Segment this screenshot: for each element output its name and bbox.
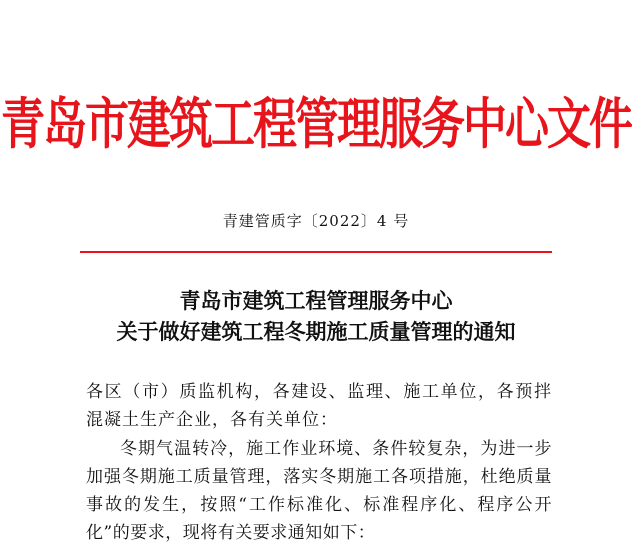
document-header-title: 青岛市建筑工程管理服务中心文件 <box>1 93 631 157</box>
notice-title-line-1: 青岛市建筑工程管理服务中心 <box>179 288 453 313</box>
salutation: 各区（市）质监机构，各建设、监理、施工单位，各预拌混凝土生产企业，各有关单位： <box>86 382 552 430</box>
notice-title-line-2: 关于做好建筑工程冬期施工质量管理的通知 <box>116 319 516 344</box>
document-number: 青建管质字〔2022〕4 号 <box>222 212 410 230</box>
body-paragraph: 冬期气温转冷，施工作业环境、条件较复杂，为进一步加强冬期施工质量管理，落实冬期施工各项措施，杜绝质量事故的发生，按照“工作标准化、标准程序化、程序公开化”的要求，现将有关要求通知如下： <box>86 439 552 543</box>
header-divider <box>80 251 552 253</box>
